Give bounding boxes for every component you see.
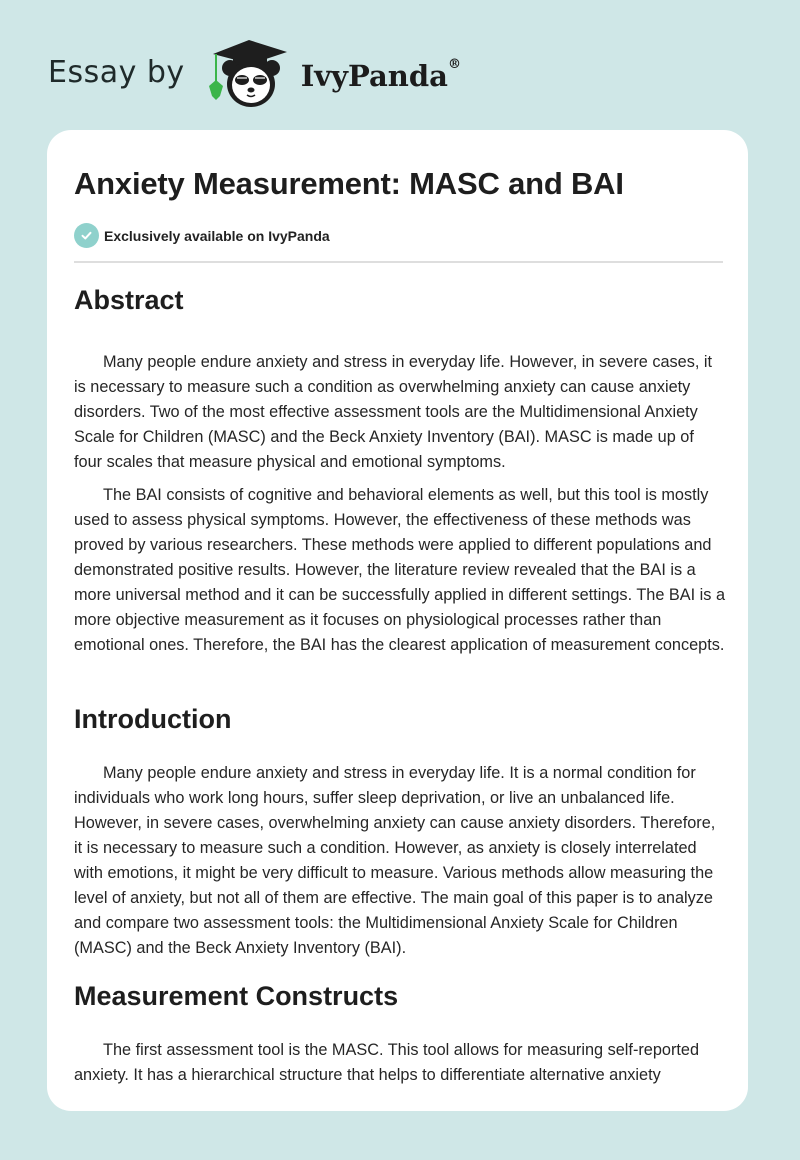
panda-graduate-logo-icon[interactable] (203, 34, 295, 110)
brand-name[interactable] (301, 59, 461, 93)
abstract-paragraph-1: Many people endure anxiety and stress in everyday life. However, in severe cases, it is necessary to measure such a condition as overwhelming anxiety can cause anxiety disorders. Two of the most effective assessment tools are the Multidimensional Anxiety Scale for Children (MASC) and the Beck Anxiety Inventory (BAI). MASC is made up of four scales that measure physical and emotional symptoms. (74, 353, 713, 471)
site-header (48, 32, 461, 112)
essay-title: Anxiety Measurement: MASC and BAI (74, 166, 624, 201)
exclusive-badge (74, 223, 330, 248)
introduction-paragraph-1: Many people endure anxiety and stress in everyday life. It is a normal condition for individuals who work long hours, suffer sleep deprivation, or live an unbalanced life. However, in severe cases, overwhelming anxiety can cause anxiety disorders. Therefore, it is necessary to measure such a condition. However, as anxiety is closely interrelated with emotions, it might be very difficult to measure. Various methods allow measuring the level of anxiety, but not all of them are effective. The main goal of this paper is to analyze and compare two assessment tools: the Multidimensional Anxiety Scale for Children (MASC) and the Beck Anxiety Inventory (BAI). (74, 764, 716, 957)
brand-text: IvyPanda (300, 59, 448, 93)
essay-by-label: Essay by (48, 54, 185, 90)
exclusive-text: Exclusively available on IvyPanda (104, 227, 330, 244)
check-circle-icon (74, 223, 99, 248)
section-heading-abstract: Abstract (74, 285, 184, 315)
registered-mark: ® (447, 57, 461, 72)
abstract-paragraph-2: The BAI consists of cognitive and behavioral elements as well, but this tool is mostly used to assess physical symptoms. However, the effectiveness of these methods was proved by various researchers. These methods were applied to different populations and demonstrated positive results. However, the literature review revealed that the BAI is a more universal method and it can be successfully applied in different settings. The BAI is a more objective measurement as it focuses on physiological processes rather than emotional ones. Therefore, the BAI has the clearest application of measurement concepts. (74, 486, 726, 654)
measurement-constructs-paragraph-1: The first assessment tool is the MASC. This tool allows for measuring self-reported anxiety. It has a hierarchical structure that helps to differentiate alternative anxiety (74, 1041, 700, 1084)
section-heading-measurement-constructs: Measurement Constructs (74, 981, 399, 1011)
title-divider (74, 261, 723, 263)
essay-card (47, 130, 748, 1111)
section-heading-introduction: Introduction (74, 704, 232, 734)
